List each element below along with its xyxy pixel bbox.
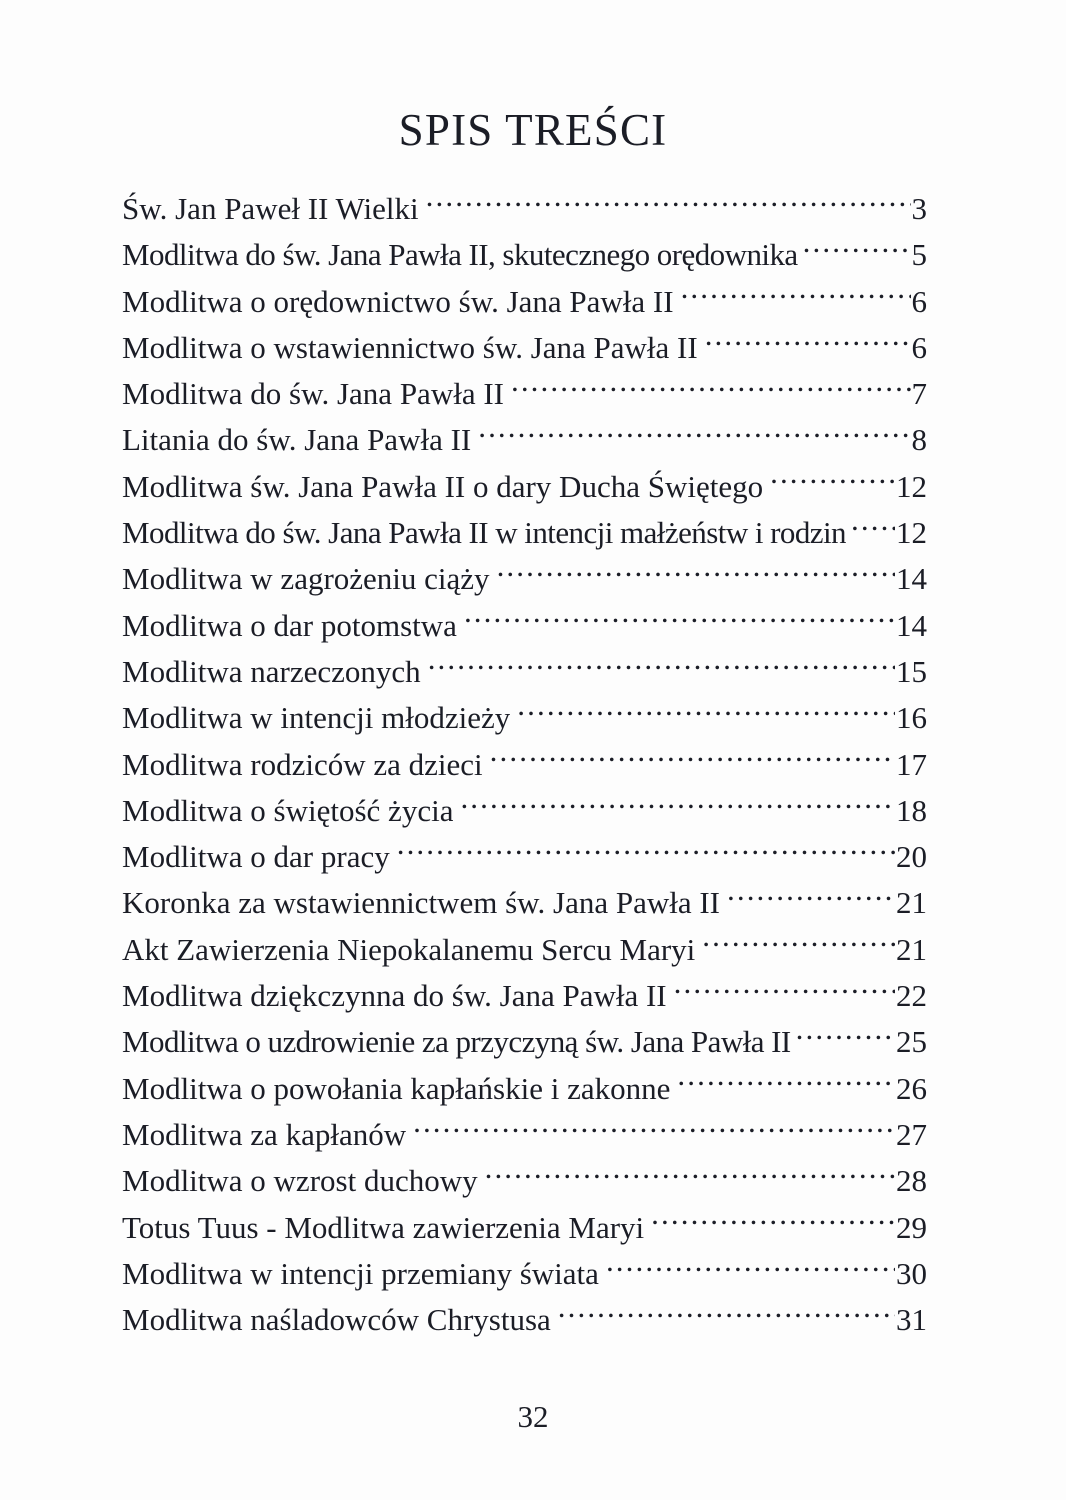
toc-entry-title: Modlitwa naśladowców Chrystusa bbox=[122, 1302, 551, 1338]
toc-entry-page-number: 22 bbox=[896, 978, 927, 1014]
dot-leader bbox=[511, 373, 911, 404]
toc-entry-title: Totus Tuus - Modlitwa zawierzenia Maryi bbox=[122, 1209, 645, 1245]
toc-entry[interactable] bbox=[122, 788, 927, 834]
toc-entry[interactable] bbox=[122, 232, 927, 278]
toc-entry-page-number: 20 bbox=[896, 839, 927, 875]
toc-entry-page-number: 28 bbox=[896, 1163, 927, 1199]
toc-entry-title: Modlitwa o świętość życia bbox=[122, 792, 454, 828]
dot-leader bbox=[770, 466, 895, 497]
dot-leader bbox=[426, 188, 911, 219]
toc-entry-title: Modlitwa w intencji przemiany świata bbox=[122, 1255, 599, 1291]
toc-entry[interactable] bbox=[122, 927, 927, 973]
dot-leader bbox=[851, 512, 895, 543]
dot-leader bbox=[485, 1160, 895, 1191]
dot-leader bbox=[478, 419, 910, 450]
toc-entry[interactable] bbox=[122, 1066, 927, 1112]
toc-entry[interactable] bbox=[122, 279, 927, 325]
toc-entry-title: Litania do św. Jana Pawła II bbox=[122, 422, 472, 458]
toc-entry[interactable] bbox=[122, 834, 927, 880]
toc-entry-title: Modlitwa narzeczonych bbox=[122, 653, 421, 689]
dot-leader bbox=[460, 790, 895, 821]
toc-entry-title: Modlitwa do św. Jana Pawła II, skutecznego orędownika bbox=[122, 237, 798, 273]
toc-entry[interactable] bbox=[122, 1205, 927, 1251]
toc-entry[interactable] bbox=[122, 649, 927, 695]
toc-entry-title: Modlitwa w zagrożeniu ciąży bbox=[122, 561, 490, 597]
toc-entry[interactable] bbox=[122, 603, 927, 649]
toc-entry-page-number: 12 bbox=[896, 515, 927, 551]
dot-leader bbox=[796, 1021, 895, 1052]
toc-entry[interactable] bbox=[122, 510, 927, 556]
dot-leader bbox=[803, 234, 911, 265]
toc-entry[interactable] bbox=[122, 371, 927, 417]
toc-entry-title: Św. Jan Paweł II Wielki bbox=[122, 191, 419, 226]
toc-entry-page-number: 27 bbox=[896, 1116, 927, 1152]
toc-entry-page-number: 14 bbox=[896, 561, 927, 597]
toc-entry-page-number: 6 bbox=[911, 283, 927, 319]
toc-entry-title: Modlitwa o powołania kapłańskie i zakonne bbox=[122, 1070, 671, 1106]
toc-entry[interactable] bbox=[122, 1158, 927, 1204]
toc-entry[interactable] bbox=[122, 880, 927, 926]
toc-entry-page-number: 7 bbox=[911, 376, 927, 412]
toc-entry-page-number: 8 bbox=[911, 422, 927, 458]
toc-entry-page-number: 12 bbox=[896, 468, 927, 504]
toc-entry[interactable] bbox=[122, 464, 927, 510]
toc-entry-title: Modlitwa rodziców za dzieci bbox=[122, 746, 483, 782]
toc-entry[interactable] bbox=[122, 1019, 927, 1065]
dot-leader bbox=[517, 697, 895, 728]
toc-entry-title: Modlitwa do św. Jana Pawła II bbox=[122, 376, 504, 412]
toc-entry-title: Modlitwa do św. Jana Pawła II w intencji małżeństw i rodzin bbox=[122, 515, 847, 551]
toc-entry-page-number: 30 bbox=[896, 1255, 927, 1291]
dot-leader bbox=[490, 744, 895, 775]
toc-entry-title: Modlitwa o wzrost duchowy bbox=[122, 1163, 478, 1199]
toc-entry-list bbox=[122, 186, 927, 1343]
toc-entry-page-number: 6 bbox=[911, 329, 927, 365]
page-title: SPIS TREŚCI bbox=[398, 105, 668, 155]
dot-leader bbox=[705, 327, 911, 358]
toc-entry-page-number: 16 bbox=[896, 700, 927, 736]
toc-entry[interactable] bbox=[122, 186, 927, 232]
dot-leader bbox=[413, 1114, 895, 1145]
toc-entry-page-number: 31 bbox=[896, 1302, 927, 1338]
toc-entry-title: Modlitwa o dar pracy bbox=[122, 839, 390, 875]
dot-leader bbox=[558, 1299, 895, 1330]
toc-entry-page-number: 25 bbox=[896, 1024, 927, 1060]
dot-leader bbox=[677, 1068, 895, 1099]
toc-entry-title: Modlitwa o dar potomstwa bbox=[122, 607, 457, 643]
toc-entry-title: Modlitwa dziękczynna do św. Jana Pawła II bbox=[122, 978, 667, 1014]
toc-entry-page-number: 29 bbox=[896, 1209, 927, 1245]
dot-leader bbox=[681, 281, 911, 312]
dot-leader bbox=[497, 558, 895, 589]
toc-entry[interactable] bbox=[122, 417, 927, 463]
dot-leader bbox=[674, 975, 895, 1006]
toc-entry-page-number: 17 bbox=[896, 746, 927, 782]
toc-entry-title: Modlitwa o wstawiennictwo św. Jana Pawła II bbox=[122, 329, 698, 365]
dot-leader bbox=[606, 1253, 895, 1284]
toc-entry[interactable] bbox=[122, 742, 927, 788]
toc-entry-title: Akt Zawierzenia Niepokalanemu Sercu Maryi bbox=[122, 931, 696, 967]
dot-leader bbox=[464, 605, 895, 636]
toc-entry-page-number: 18 bbox=[896, 792, 927, 828]
toc-entry-title: Modlitwa za kapłanów bbox=[122, 1116, 407, 1152]
toc-entry-page-number: 14 bbox=[896, 607, 927, 643]
toc-entry-title: Modlitwa o uzdrowienie za przyczyną św. Jana Pawła II bbox=[122, 1024, 791, 1060]
toc-entry-page-number: 26 bbox=[896, 1070, 927, 1106]
dot-leader bbox=[651, 1207, 895, 1238]
toc-entry[interactable] bbox=[122, 1297, 927, 1343]
dot-leader bbox=[428, 651, 895, 682]
toc-entry[interactable] bbox=[122, 1112, 927, 1158]
toc-entry-title: Modlitwa św. Jana Pawła II o dary Ducha Świętego bbox=[122, 468, 764, 504]
toc-entry[interactable] bbox=[122, 556, 927, 602]
toc-entry-page-number: 5 bbox=[911, 237, 927, 273]
dot-leader bbox=[727, 882, 895, 913]
toc-entry-page-number: 21 bbox=[896, 885, 927, 921]
toc-entry[interactable] bbox=[122, 695, 927, 741]
toc-entry-title: Modlitwa o orędownictwo św. Jana Pawła II bbox=[122, 283, 674, 319]
toc-entry[interactable] bbox=[122, 973, 927, 1019]
dot-leader bbox=[702, 929, 895, 960]
toc-entry[interactable] bbox=[122, 325, 927, 371]
toc-entry-page-number: 21 bbox=[896, 931, 927, 967]
dot-leader bbox=[397, 836, 895, 867]
toc-entry[interactable] bbox=[122, 1251, 927, 1297]
toc-entry-page-number: 15 bbox=[896, 653, 927, 689]
toc-entry-title: Modlitwa w intencji młodzieży bbox=[122, 700, 511, 736]
toc-entry-title: Koronka za wstawiennictwem św. Jana Pawła II bbox=[122, 885, 720, 921]
toc-entry-page-number: 3 bbox=[911, 191, 927, 226]
folio-page-number: 32 bbox=[517, 1399, 549, 1434]
